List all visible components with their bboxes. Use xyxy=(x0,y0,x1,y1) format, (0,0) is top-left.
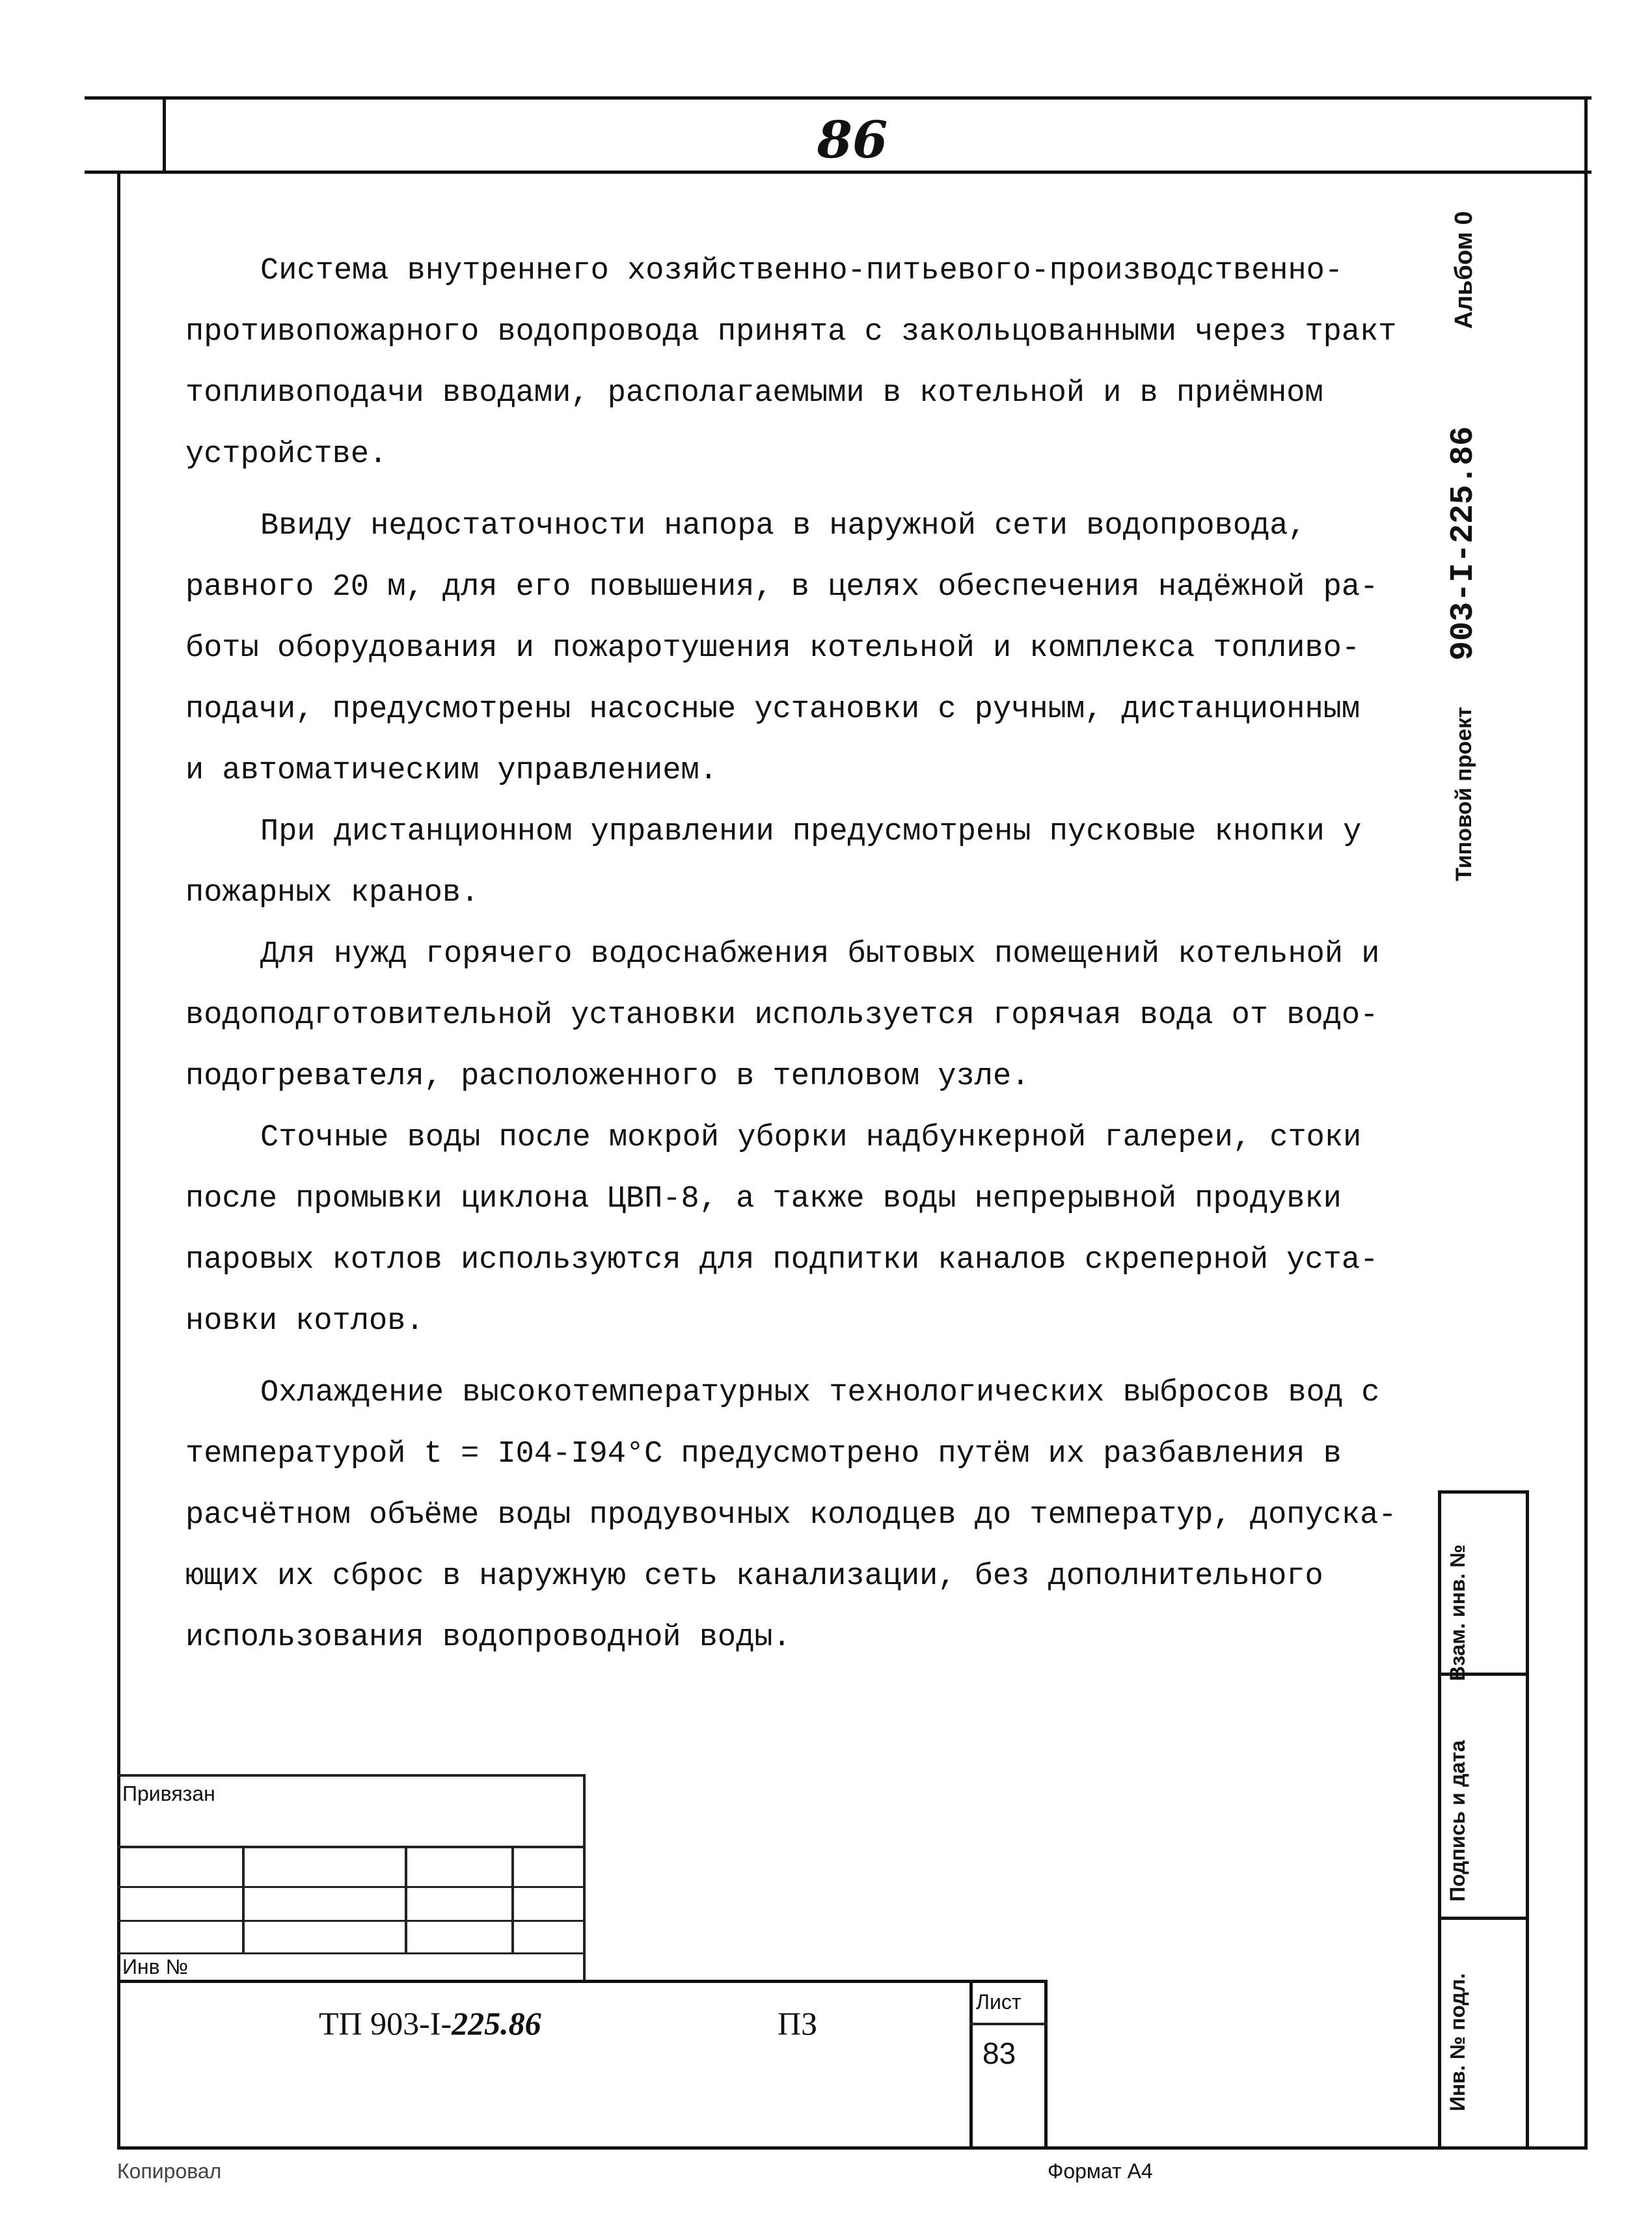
text-line: паровых котлов используются для подпитки каналов скреперной уста- xyxy=(185,1243,1379,1278)
paragraph-5 xyxy=(185,1108,1422,1352)
side-stamp-outer-line xyxy=(1526,1492,1529,2149)
text-line: Ввиду недостаточности напора в наружной сети водопровода, xyxy=(260,509,1307,543)
sheet-box-right xyxy=(1044,1980,1048,2146)
document-code-suffix: 225.86 xyxy=(452,2005,541,2042)
right-border xyxy=(1584,96,1588,2149)
title-block-grid-line-4 xyxy=(117,1952,586,1954)
text-line: использования водопроводной воды. xyxy=(185,1620,791,1655)
document-code xyxy=(319,2004,541,2042)
header-bottom-border xyxy=(85,171,1591,174)
inventory-number-label: Инв № xyxy=(122,1955,188,1978)
paragraph-3 xyxy=(185,802,1422,924)
side-stamp-top-line xyxy=(1438,1490,1529,1494)
paragraph-6 xyxy=(185,1363,1422,1669)
text-line: водоподготовительной установки используется горячая вода от водо- xyxy=(185,998,1379,1033)
text-line: Для нужд горячего водоснабжения бытовых помещений котельной и xyxy=(260,937,1380,972)
text-line: подогревателя, расположенного в тепловом узле. xyxy=(185,1060,1030,1094)
text-line: Сточные воды после мокрой уборки надбункерной галереи, стоки xyxy=(260,1121,1362,1155)
replacement-inventory-label: Взам. инв. № xyxy=(1446,1544,1469,1681)
text-line: устройстве. xyxy=(185,437,388,472)
text-line: и автоматическим управлением. xyxy=(185,754,718,788)
sheet-box-divider xyxy=(969,2023,1048,2025)
text-line: температурой t = I04-I94°С предусмотрено путём их разбавления в xyxy=(185,1437,1342,1471)
text-line: противопожарного водопровода принята с закольцованными через тракт xyxy=(185,315,1397,349)
sheet-box-left xyxy=(969,1980,973,2146)
sheet-number: 83 xyxy=(982,2036,1016,2070)
body-text xyxy=(185,241,1422,1669)
copied-by-label: Копировал xyxy=(117,2159,222,2183)
text-line: новки котлов. xyxy=(185,1304,424,1339)
title-block-col-2 xyxy=(405,1846,407,1954)
title-block-grid-line-1 xyxy=(117,1846,586,1848)
text-line: подачи, предусмотрены насосные установки с ручным, дистанционным xyxy=(185,692,1361,727)
bottom-border xyxy=(117,2146,1588,2150)
sheet-label: Лист xyxy=(976,1990,1022,2014)
text-line: Охлаждение высокотемпературных технологических выбросов вод с xyxy=(260,1376,1380,1410)
text-line: пожарных кранов. xyxy=(185,876,480,910)
text-line: равного 20 м, для его повышения, в целях обеспечения надёжной ра- xyxy=(185,570,1379,605)
title-block-right-line xyxy=(583,1774,586,1982)
title-block-top-line xyxy=(117,1774,586,1777)
paragraph-2 xyxy=(185,496,1422,802)
title-block-main-line xyxy=(117,1980,1048,1983)
text-line: топливоподачи вводами, располагаемыми в котельной и в приёмном xyxy=(185,376,1323,411)
text-line: Система внутреннего хозяйственно-питьевого-производственно- xyxy=(260,254,1344,288)
document-code-prefix: ТП 903-I- xyxy=(319,2005,452,2042)
title-block-col-3 xyxy=(511,1846,514,1954)
text-line: ющих их сброс в наружную сеть канализации, без дополнительного xyxy=(185,1559,1323,1594)
original-inventory-label: Инв. № подл. xyxy=(1446,1973,1469,2112)
title-block-col-1 xyxy=(242,1846,245,1954)
binding-margin-line xyxy=(163,96,166,174)
signature-date-label: Подпись и дата xyxy=(1446,1740,1469,1902)
project-number: 903-I-225.86 xyxy=(1445,426,1482,661)
project-type-label: Типовой проект xyxy=(1452,707,1476,881)
text-line: При дистанционном управлении предусмотрены пусковые кнопки у xyxy=(260,815,1362,849)
paragraph-4 xyxy=(185,924,1422,1108)
privyazan-label: Привязан xyxy=(122,1782,215,1805)
album-label: Альбом 0 xyxy=(1450,211,1478,329)
document-section: ПЗ xyxy=(778,2005,818,2042)
text-line: после промывки циклона ЦВП-8, а также воды непрерывной продувки xyxy=(185,1182,1342,1216)
title-block-grid-line-3 xyxy=(117,1920,586,1922)
title-block-grid-line-2 xyxy=(117,1886,586,1888)
left-border xyxy=(117,171,120,2149)
paragraph-1 xyxy=(185,241,1422,485)
format-label: Формат А4 xyxy=(1048,2159,1153,2183)
top-border xyxy=(85,96,1591,100)
page-number: 86 xyxy=(817,111,888,170)
text-line: расчётном объёме воды продувочных колодцев до температур, допуска- xyxy=(185,1498,1397,1533)
text-line: боты оборудования и пожаротушения котельной и комплекса топливо- xyxy=(185,631,1361,666)
